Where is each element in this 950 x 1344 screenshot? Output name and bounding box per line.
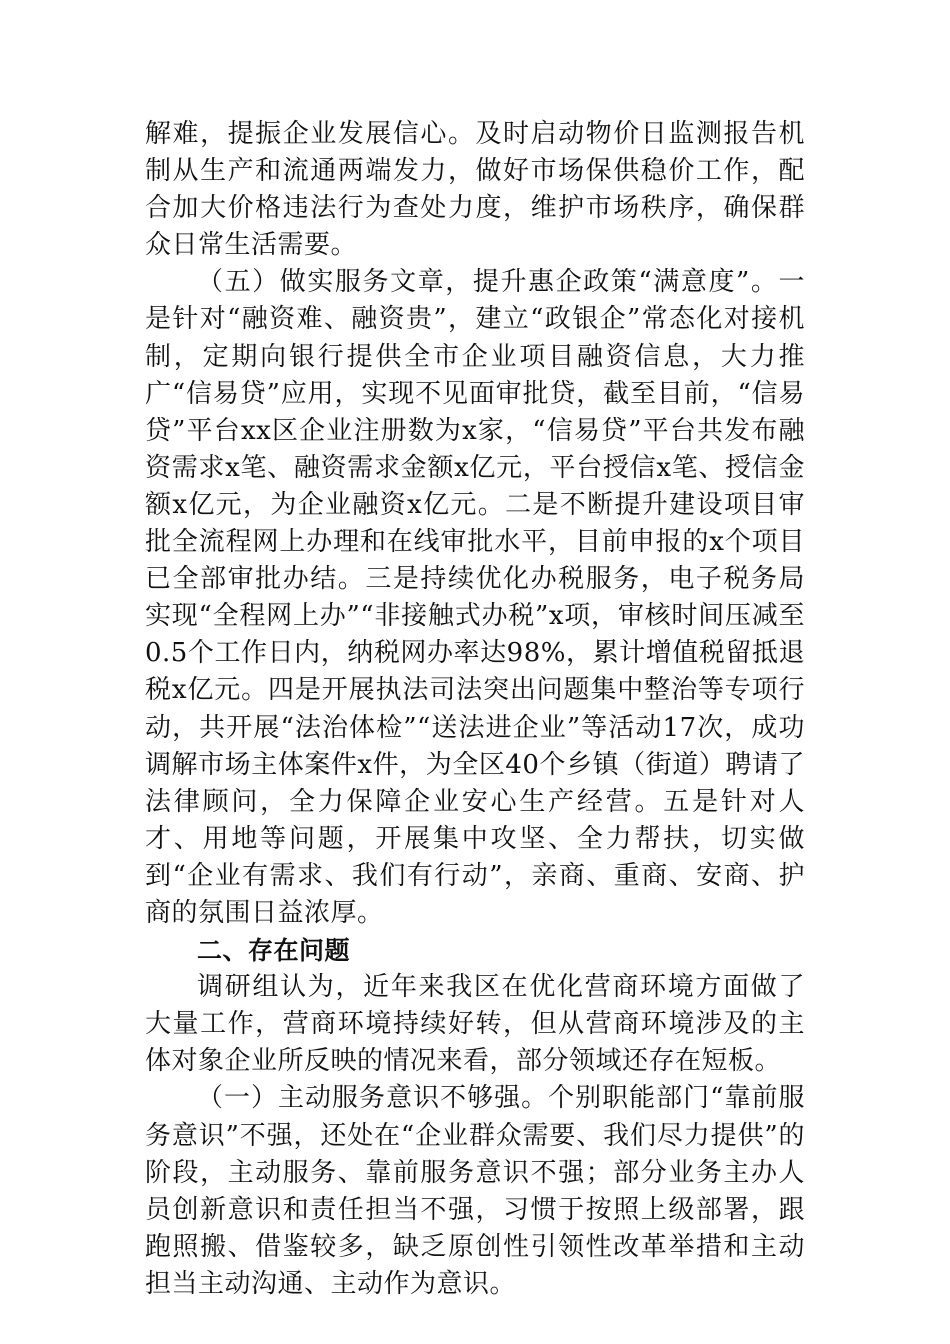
document-body (145, 116, 805, 1303)
paragraph-section-five: （五）做实服务文章，提升惠企政策“满意度”。一是针对“融资难、融资贵”，建立“政银企”常态化对接机制，定期向银行提供全市企业项目融资信息，大力推广“信易贷”应用，实现不见面审批贷，截至目前，“信易贷”平台xx区企业注册数为x家，“信易贷”平台共发布融资需求x笔、融资需求金额x亿元，平台授信x笔、授信金额x亿元，为企业融资x亿元。二是不断提升建设项目审批全流程网上办理和在线审批水平，目前申报的x个项目已全部审批办结。三是持续优化办税服务，电子税务局实现“全程网上办”“非接触式办税”x项，审核时间压减至0.5个工作日内，纳税网办率达98%，累计增值税留抵退税x亿元。四是开展执法司法突出问题集中整治等专项行动，共开展“法治体检”“送法进企业”等活动17次，成功调解市场主体案件x件，为全区40个乡镇（街道）聘请了法律顾问，全力保障企业安心生产经营。五是针对人才、用地等问题，开展集中攻坚、全力帮扶，切实做到“企业有需求、我们有行动”，亲商、重商、安商、护商的氛围日益浓厚。 (145, 267, 805, 928)
section-heading-problems: 二、存在问题 (197, 936, 351, 966)
paragraph-continued: 解难，提振企业发展信心。及时启动物价日监测报告机制从生产和流通两端发力，做好市场保供稳价工作，配合加大价格违法行为查处力度，维护市场秩序，确保群众日常生活需要。 (145, 119, 805, 261)
paragraph-problem-one: （一）主动服务意识不够强。个别职能部门“靠前服务意识”不强，还处在“企业群众需要、我们尽力提供”的阶段，主动服务、靠前服务意识不强；部分业务主办人员创新意识和责任担当不强，习惯于按照上级部署，跟跑照搬、借鉴较多，缺乏原创性引领性改革举措和主动担当主动沟通、主动作为意识。 (145, 1083, 805, 1299)
paragraph-research-summary: 调研组认为，近年来我区在优化营商环境方面做了大量工作，营商环境持续好转，但从营商环境涉及的主体对象企业所反映的情况来看，部分领域还存在短板。 (145, 972, 805, 1077)
